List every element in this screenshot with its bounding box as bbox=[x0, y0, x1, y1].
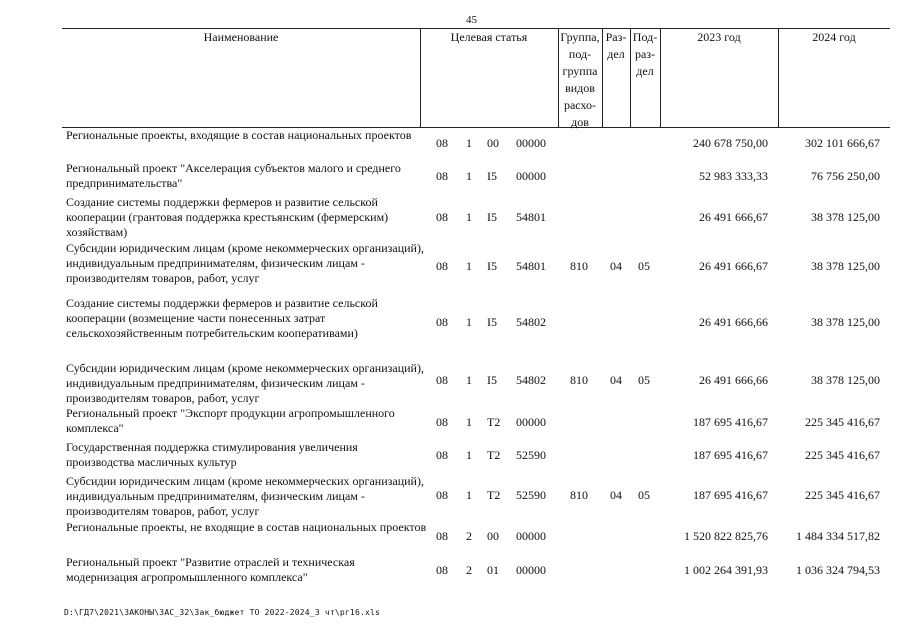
target-code-subprogram: 2 bbox=[466, 563, 472, 577]
amount-2023: 187 695 416,67 bbox=[693, 415, 768, 429]
row-name: Субсидии юридическим лицам (кроме некоммерческих организаций), индивидуальным предпринимателям, физическим лицам - производителям товаров, работ, услуг bbox=[66, 474, 424, 518]
amount-2024: 38 378 125,00 bbox=[811, 259, 880, 273]
target-code-direction: 00000 bbox=[516, 415, 546, 429]
target-code-program: 08 bbox=[436, 563, 448, 577]
amount-2024: 76 756 250,00 bbox=[811, 169, 880, 183]
target-code-project: 00 bbox=[487, 136, 499, 150]
target-code-subprogram: 1 bbox=[466, 169, 472, 183]
row-name: Региональный проект "Развитие отраслей и техническая модернизация агропромышленного комплекса" bbox=[66, 555, 355, 584]
row-name: Создание системы поддержки фермеров и развитие сельской кооперации (грантовая поддержка крестьянским (фермерским) хозяйствам) bbox=[66, 195, 389, 239]
target-code-program: 08 bbox=[436, 529, 448, 543]
target-code-program: 08 bbox=[436, 210, 448, 224]
target-code-project: T2 bbox=[487, 488, 501, 502]
row-name: Региональный проект "Акселерация субъектов малого и среднего предпринимательства" bbox=[66, 161, 401, 190]
amount-2023: 187 695 416,67 bbox=[693, 448, 768, 462]
amount-2023: 1 002 264 391,93 bbox=[684, 563, 768, 577]
target-code-subprogram: 1 bbox=[466, 210, 472, 224]
row-name: Региональные проекты, входящие в состав национальных проектов bbox=[66, 128, 412, 142]
target-code-project: 01 bbox=[487, 563, 499, 577]
amount-2024: 1 036 324 794,53 bbox=[796, 563, 880, 577]
target-code-subprogram: 1 bbox=[466, 259, 472, 273]
target-code-subprogram: 1 bbox=[466, 136, 472, 150]
page-number: 45 bbox=[466, 14, 477, 26]
target-code-program: 08 bbox=[436, 169, 448, 183]
target-code-direction: 00000 bbox=[516, 529, 546, 543]
amount-2023: 1 520 822 825,76 bbox=[684, 529, 768, 543]
amount-2023: 26 491 666,67 bbox=[699, 259, 768, 273]
amount-2024: 225 345 416,67 bbox=[805, 448, 880, 462]
amount-2023: 52 983 333,33 bbox=[699, 169, 768, 183]
amount-2023: 187 695 416,67 bbox=[693, 488, 768, 502]
target-code-project: I5 bbox=[487, 373, 497, 387]
target-code-project: T2 bbox=[487, 415, 501, 429]
target-code-subprogram: 1 bbox=[466, 488, 472, 502]
target-code-project: I5 bbox=[487, 315, 497, 329]
amount-2024: 38 378 125,00 bbox=[811, 315, 880, 329]
target-code-project: I5 bbox=[487, 210, 497, 224]
subsection-code: 05 bbox=[638, 373, 650, 387]
target-code-direction: 54801 bbox=[516, 259, 546, 273]
section-code: 04 bbox=[610, 488, 622, 502]
target-code-subprogram: 2 bbox=[466, 529, 472, 543]
amount-2024: 38 378 125,00 bbox=[811, 210, 880, 224]
target-code-project: I5 bbox=[487, 259, 497, 273]
amount-2024: 225 345 416,67 bbox=[805, 415, 880, 429]
target-code-project: I5 bbox=[487, 169, 497, 183]
header-subsection: Под- раз- дел bbox=[632, 30, 658, 78]
target-code-program: 08 bbox=[436, 259, 448, 273]
target-code-direction: 00000 bbox=[516, 136, 546, 150]
header-name: Наименование bbox=[203, 30, 279, 44]
amount-2023: 240 678 750,00 bbox=[693, 136, 768, 150]
subsection-code: 05 bbox=[638, 488, 650, 502]
target-code-direction: 00000 bbox=[516, 169, 546, 183]
row-name: Региональные проекты, не входящие в состав национальных проектов bbox=[66, 520, 427, 534]
footer-file-path: D:\ГД7\2021\ЗАКОНЫ\ЗАС_32\Зак_бюджет ТО 2022-2024_3 чт\рг16.xls bbox=[64, 608, 381, 617]
target-code-project: T2 bbox=[487, 448, 501, 462]
row-name: Государственная поддержка стимулирования увеличения производства масличных культур bbox=[66, 440, 358, 469]
amount-2023: 26 491 666,67 bbox=[699, 210, 768, 224]
target-code-project: 00 bbox=[487, 529, 499, 543]
target-code-program: 08 bbox=[436, 488, 448, 502]
target-code-subprogram: 1 bbox=[466, 448, 472, 462]
target-code-direction: 54802 bbox=[516, 373, 546, 387]
amount-2024: 1 484 334 517,82 bbox=[796, 529, 880, 543]
target-code-subprogram: 1 bbox=[466, 373, 472, 387]
header-group: Группа, под- группа видов расхо- дов bbox=[560, 30, 600, 129]
target-code-program: 08 bbox=[436, 415, 448, 429]
amount-2024: 302 101 666,67 bbox=[805, 136, 880, 150]
target-code-direction: 54802 bbox=[516, 315, 546, 329]
target-code-program: 08 bbox=[436, 136, 448, 150]
section-code: 04 bbox=[610, 373, 622, 387]
row-name: Региональный проект "Экспорт продукции агропромышленного комплекса" bbox=[66, 406, 395, 435]
expense-group: 810 bbox=[570, 259, 588, 273]
amount-2024: 38 378 125,00 bbox=[811, 373, 880, 387]
row-name: Субсидии юридическим лицам (кроме некоммерческих организаций), индивидуальным предпринимателям, физическим лицам - производителям товаров, работ, услуг bbox=[66, 241, 424, 285]
target-code-program: 08 bbox=[436, 448, 448, 462]
amount-2023: 26 491 666,66 bbox=[699, 315, 768, 329]
target-code-direction: 52590 bbox=[516, 488, 546, 502]
section-code: 04 bbox=[610, 259, 622, 273]
target-code-program: 08 bbox=[436, 315, 448, 329]
header-section: Раз- дел bbox=[605, 30, 627, 61]
subsection-code: 05 bbox=[638, 259, 650, 273]
header-2024: 2024 год bbox=[812, 30, 856, 44]
table-header bbox=[62, 28, 890, 128]
target-code-direction: 00000 bbox=[516, 563, 546, 577]
amount-2024: 225 345 416,67 bbox=[805, 488, 880, 502]
amount-2023: 26 491 666,66 bbox=[699, 373, 768, 387]
header-target: Целевая статья bbox=[450, 30, 528, 44]
expense-group: 810 bbox=[570, 373, 588, 387]
target-code-subprogram: 1 bbox=[466, 415, 472, 429]
row-name: Создание системы поддержки фермеров и развитие сельской кооперации (возмещение части понесенных затрат сельскохозяйственным потребительским кооперативами) bbox=[66, 296, 378, 340]
target-code-program: 08 bbox=[436, 373, 448, 387]
target-code-direction: 54801 bbox=[516, 210, 546, 224]
expense-group: 810 bbox=[570, 488, 588, 502]
row-name: Субсидии юридическим лицам (кроме некоммерческих организаций), индивидуальным предпринимателям, физическим лицам - производителям товаров, работ, услуг bbox=[66, 361, 424, 405]
target-code-subprogram: 1 bbox=[466, 315, 472, 329]
header-2023: 2023 год bbox=[697, 30, 741, 44]
target-code-direction: 52590 bbox=[516, 448, 546, 462]
